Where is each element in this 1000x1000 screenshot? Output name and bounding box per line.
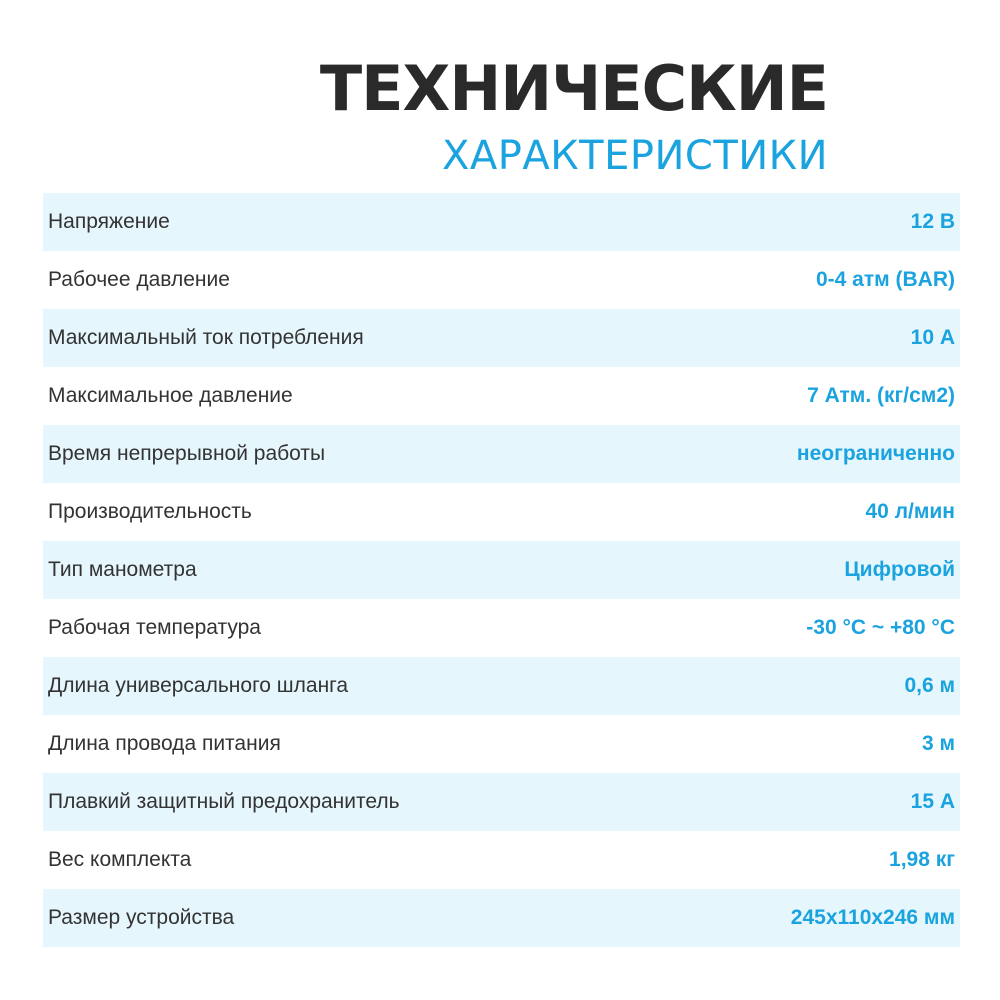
spec-value: 7 Атм. (кг/см2) bbox=[807, 384, 955, 407]
spec-label: Рабочая температура bbox=[48, 616, 261, 639]
spec-label: Максимальное давление bbox=[48, 384, 293, 407]
spec-label: Длина универсального шланга bbox=[48, 674, 349, 697]
spec-row-cable-length bbox=[43, 715, 960, 773]
spec-label: Время непрерывной работы bbox=[48, 442, 326, 465]
spec-label: Длина провода питания bbox=[48, 732, 281, 755]
spec-value: 0,6 м bbox=[904, 674, 955, 697]
spec-value: 0-4 атм (BAR) bbox=[815, 268, 955, 291]
spec-value: неограниченно bbox=[796, 442, 955, 465]
spec-row-gauge-type bbox=[43, 541, 960, 599]
spec-row-max-pressure bbox=[43, 367, 960, 425]
spec-label: Максимальный ток потребления bbox=[48, 326, 364, 349]
spec-value: 15 А bbox=[910, 790, 955, 813]
spec-row-performance bbox=[43, 483, 960, 541]
spec-label: Тип манометра bbox=[48, 558, 197, 581]
spec-row-hose-length bbox=[43, 657, 960, 715]
spec-value: -30 °C ~ +80 °C bbox=[806, 616, 955, 639]
spec-row-fuse bbox=[43, 773, 960, 831]
title-block bbox=[320, 54, 828, 182]
spec-label: Размер устройства bbox=[48, 906, 235, 929]
spec-row-voltage bbox=[43, 193, 960, 251]
spec-value: 12 В bbox=[910, 210, 955, 233]
spec-value: 3 м bbox=[921, 732, 955, 755]
spec-value: 40 л/мин bbox=[865, 500, 955, 523]
spec-row-max-current bbox=[43, 309, 960, 367]
spec-row-continuous-time bbox=[43, 425, 960, 483]
spec-label: Плавкий защитный предохранитель bbox=[48, 790, 400, 813]
spec-row-temperature bbox=[43, 599, 960, 657]
spec-value: Цифровой bbox=[844, 558, 955, 581]
spec-row-working-pressure bbox=[43, 251, 960, 309]
spec-label: Вес комплекта bbox=[48, 848, 192, 871]
page-title: ТЕХНИЧЕСКИЕ bbox=[319, 52, 828, 125]
spec-label: Напряжение bbox=[48, 210, 170, 233]
spec-label: Рабочее давление bbox=[48, 268, 230, 291]
spec-row-weight bbox=[43, 831, 960, 889]
spec-label: Производительность bbox=[48, 500, 252, 523]
page-subtitle: ХАРАКТЕРИСТИКИ bbox=[441, 133, 828, 179]
spec-value: 10 А bbox=[910, 326, 955, 349]
spec-value: 1,98 кг bbox=[889, 848, 955, 871]
spec-row-dimensions bbox=[43, 889, 960, 947]
spec-value: 245х110х246 мм bbox=[790, 906, 955, 929]
spec-table bbox=[43, 193, 960, 947]
